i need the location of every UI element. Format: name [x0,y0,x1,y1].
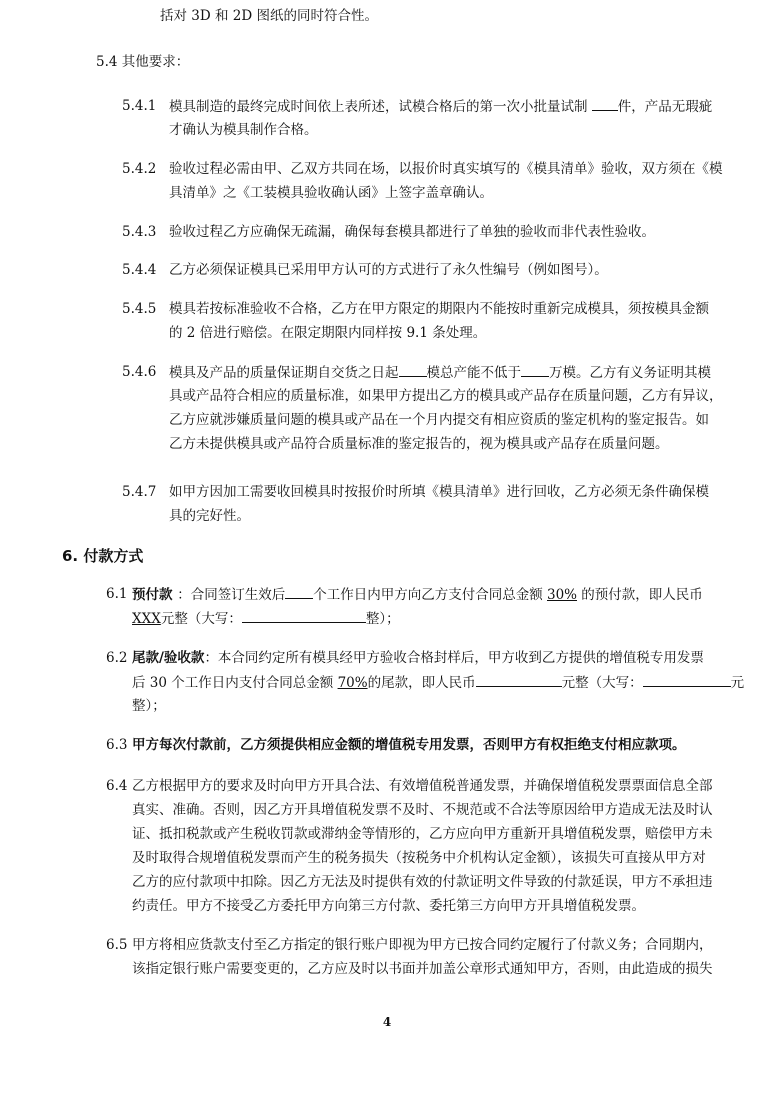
clause-text-line: 预付款 ：合同签订生效后 个工作日内甲方向乙方支付合同总金额 30% 的预付款，即人民币 [132,584,703,605]
clause-text-line: 具或产品符合相应的质量标准，如果甲方提出乙方的模具或产品存在质量问题，乙方有异议， [169,388,723,404]
clause-text-line: 的 2 倍进行赔偿。在限定期限内同样按 9.1 条处理。 [169,325,487,341]
clause-text-line: 整）； [132,698,166,714]
clause-text-line: 甲方每次付款前，乙方须提供相应金额的增值税专用发票，否则甲方有权拒绝支付相应款项。 [132,737,686,753]
clause-text-line: 才确认为模具制作合格。 [169,122,318,138]
clause-text-line: 证、抵扣税款或产生税收罚款或滞纳金等情形的，乙方应向甲方重新开具增值税发票，赔偿甲方未 [132,826,713,842]
clause-text-line: 模具及产品的质量保证期自交货之日起 模总产能不低于 万模。乙方有义务证明其模 [169,362,711,383]
clause-text-line: 乙方的应付款项中扣除。因乙方无法及时提供有效的付款证明文件导致的付款延误，甲方不承担违 [132,874,713,890]
page-number: 4 [382,1015,392,1029]
clause-text-line: 真实、准确。否则，因乙方开具增值税发票不及时、不规范或不合法等原因给甲方造成无法及时认 [132,802,713,818]
clause-number: 5.4.3 [122,224,157,240]
section-6-heading: 6. 付款方式 [62,547,144,565]
clause-number: 6.2 [106,650,128,666]
clause-number: 5.4.1 [122,98,157,114]
prepayment-label: 预付款 [132,587,178,603]
clause-number: 6.5 [106,937,128,953]
clause-number: 5.4.6 [122,364,157,380]
clause-text-line: 乙方未提供模具或产品符合质量标准的鉴定报告的，视为模具或产品存在质量问题。 [169,436,669,452]
clause-text-line: 模具若按标准验收不合格，乙方在甲方限定的期限内不能按时重新完成模具，须按模具金额 [169,301,709,317]
clause-number: 5.4.4 [122,262,157,278]
section-5-4-title: 5.4 其他要求： [96,54,190,70]
final-payment-label: 尾款/验收款 [132,650,205,666]
clause-text-line: 该指定银行账户需要变更的，乙方应及时以书面并加盖公章形式通知甲方，否则，由此造成的损失 [132,961,713,977]
clause-number: 5.4.2 [122,161,157,177]
clause-text-line: 尾款/验收款：本合同约定所有模具经甲方验收合格封样后，甲方收到乙方提供的增值税专用发票 [132,650,704,666]
clause-text-line: 具的完好性。 [169,508,250,524]
clause-text-line: 及时取得合规增值税发票而产生的税务损失（按税务中介机构认定金额），该损失可直接从甲方对 [132,850,706,866]
clause-text-line: 后 30 个工作日内支付合同总金额 70%的尾款，即人民币 元整（大写： 元 [132,672,744,693]
clause-number: 6.1 [106,586,128,602]
clause-number: 6.3 [106,737,128,753]
clause-text-line: XXX元整（大写： 整）； [132,608,400,629]
clause-text-line: 如甲方因加工需要收回模具时按报价时所填《模具清单》进行回收，乙方必须无条件确保模 [169,484,709,500]
clause-number: 5.4.5 [122,301,157,317]
clause-text-line: 模具制造的最终完成时间依上表所述，试模合格后的第一次小批量试制 件，产品无瑕疵 [169,96,712,117]
clause-text-line: 验收过程乙方应确保无疏漏，确保每套模具都进行了单独的验收而非代表性验收。 [169,224,655,240]
clause-text-line: 乙方应就涉嫌质量问题的模具或产品在一个月内提交有相应资质的鉴定机构的鉴定报告。如 [169,412,709,428]
intro-line: 括对 3D 和 2D 图纸的同时符合性。 [160,8,378,24]
clause-text-line: 约责任。甲方不接受乙方委托甲方向第三方付款、委托第三方向甲方开具增值税发票。 [132,898,645,914]
clause-text-line: 甲方将相应货款支付至乙方指定的银行账户即视为甲方已按合同约定履行了付款义务；合同期内， [132,937,713,953]
clause-number: 5.4.7 [122,484,157,500]
clause-text-line: 验收过程必需由甲、乙双方共同在场，以报价时真实填写的《模具清单》验收，双方须在《模 [169,161,723,177]
clause-text-line: 乙方根据甲方的要求及时向甲方开具合法、有效增值税普通发票，并确保增值税发票票面信息全部 [132,778,713,794]
clause-text-line: 乙方必须保证模具已采用甲方认可的方式进行了永久性编号（例如图号）。 [169,262,608,278]
clause-number: 6.4 [106,778,128,794]
clause-text-line: 具清单》之《工装模具验收确认函》上签字盖章确认。 [169,185,493,201]
